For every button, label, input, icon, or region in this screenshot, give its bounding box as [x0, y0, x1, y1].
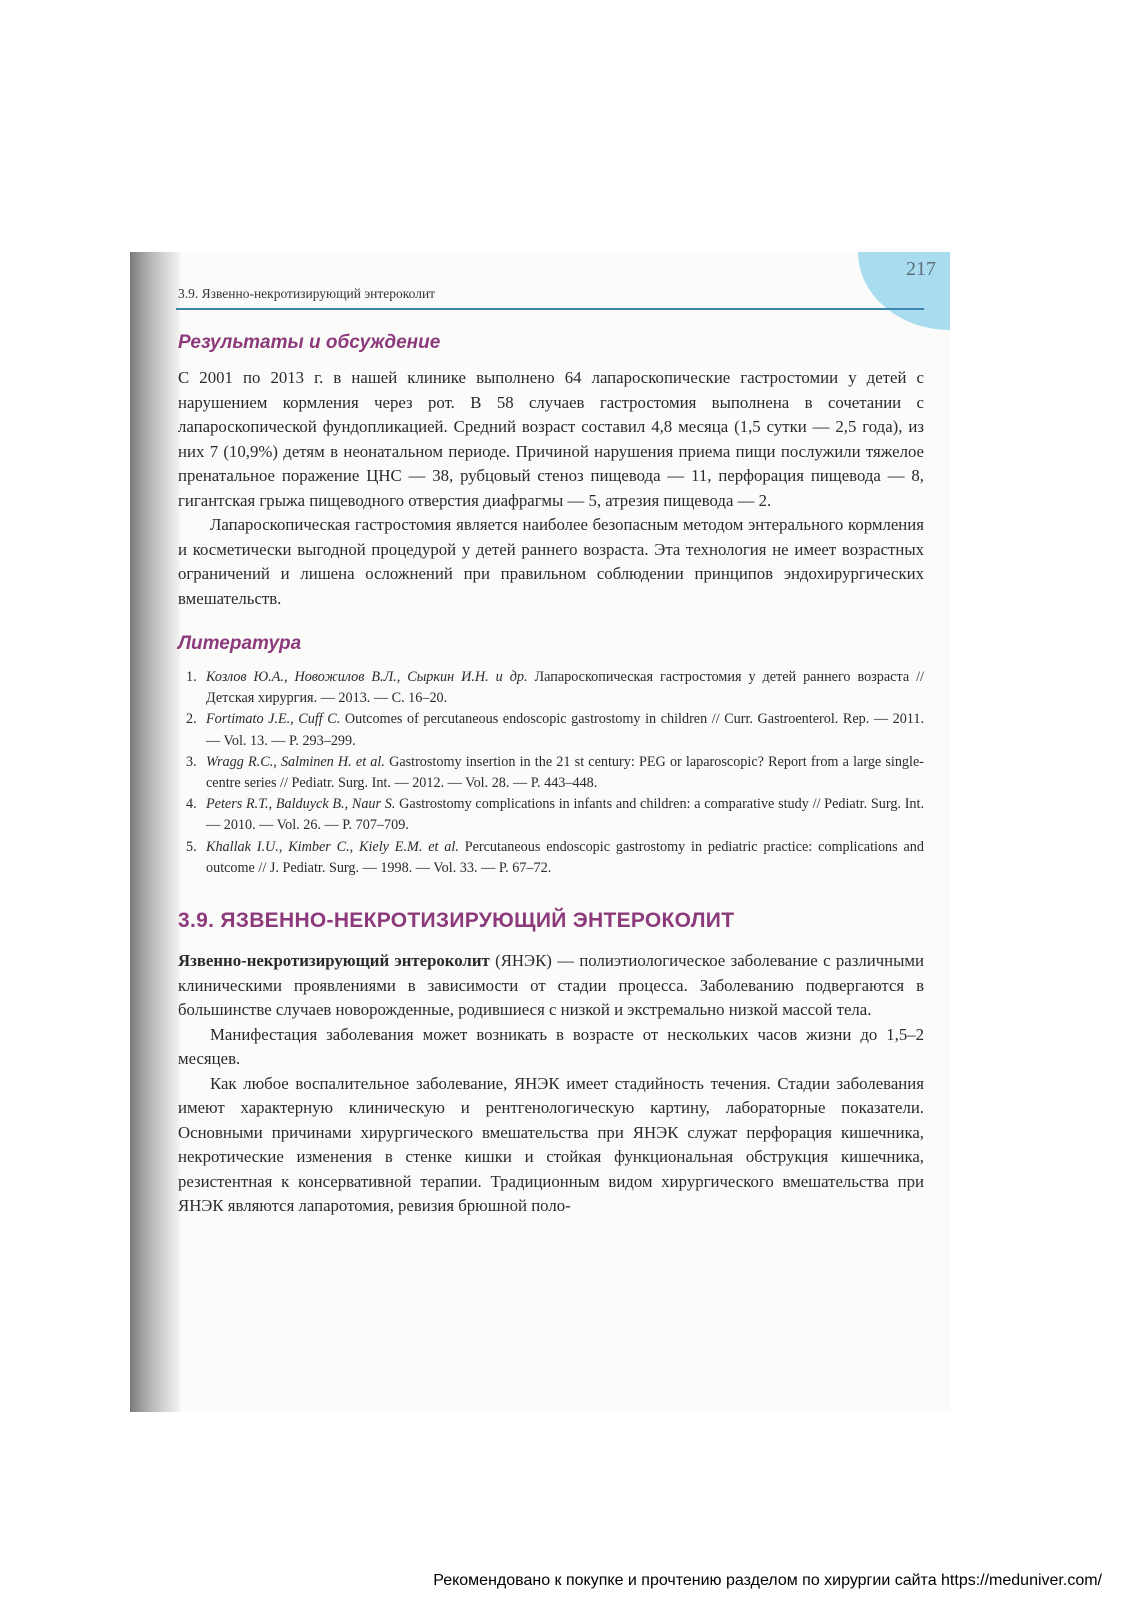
reference-text: Gastrostomy complications in infants and children: a comparative study // Pediatr. Surg. Int. — 2010. — Vol. 26. — P. 707–709. — [206, 796, 925, 834]
section-heading: 3.9. ЯЗВЕННО-НЕКРОТИЗИРУЮЩИЙ ЭНТЕРОКОЛИТ — [178, 909, 735, 933]
literature-heading: Литература — [178, 633, 302, 654]
page-corner-tab — [858, 252, 950, 330]
header-divider — [176, 308, 924, 310]
reference-text: Лапароскопическая гастростомия у детей раннего возраста // Детская хирургия. — 2013. — С. 16–20. — [206, 669, 924, 707]
results-heading: Результаты и обсуждение — [178, 332, 441, 353]
section-paragraph-3: Как любое воспалительное заболевание, ЯНЭК имеет стадийность течения. Стадии заболевания имеют характерную клиническую и рентгенологическую картину, лабораторные показатели. Основными причинами хирургического вмешательства при ЯНЭК служат перфорация кишечника, некротические изменения в стенке кишки и стойкая функциональная обструкция кишечника, резистентная к консервативной терапии. Традиционным видом хирургического вмешательства при ЯНЭК являются лапаротомия, ревизия брюшной поло- — [178, 1073, 924, 1216]
reference-number: 3. — [186, 753, 197, 770]
reference-item — [178, 752, 924, 794]
section-term: Язвенно-некротизирующий энтероколит — [178, 951, 490, 971]
running-head: 3.9. Язвенно-некротизирующий энтероколит — [178, 286, 436, 301]
results-paragraph-2: Лапароскопическая гастростомия является наиболее безопасным методом энтерального кормления и косметически выгодной процедурой у детей раннего возраста. Эта технология не имеет возрастных ограничений и лишена осложнений при правильном соблюдении принципов эндохирургических вмешательств. — [178, 515, 924, 608]
reference-item — [178, 709, 924, 751]
section-paragraph-1 — [178, 949, 924, 1023]
reference-item — [178, 794, 924, 836]
reference-authors: Козлов Ю.А., Новожилов В.Л., Сыркин И.Н. и др. — [206, 669, 528, 685]
section-paragraph-2: Манифестация заболевания может возникать в возрасте от нескольких часов жизни до 1,5–2 месяцев. — [178, 1024, 924, 1069]
section-paragraph-1-text: (ЯНЭК) — полиэтиологическое заболевание с различными клиническими проявлениями в зависимости от стадии процесса. Заболеванию подвергаются в большинстве случаев новорожденные, родившиеся с низкой и экстремально низкой массой тела. — [178, 951, 925, 1020]
book-page — [130, 252, 950, 1412]
reference-authors: Khallak I.U., Kimber C., Kiely E.M. et al. — [206, 838, 459, 855]
reference-text: Gastrostomy insertion in the 21 st century: PEG or laparoscopic? Report from a large single-centre series // Pediatr. Surg. Int. — 2012. — Vol. 28. — P. 443–448. — [206, 753, 924, 792]
reference-text: Percutaneous endoscopic gastrostomy in pediatric practice: complications and outcome // J. Pediatr. Surg. — 1998. — Vol. 33. — P. 67–72. — [206, 838, 924, 876]
page-number: 217 — [906, 258, 936, 280]
reference-authors: Fortimato J.E., Cuff C. — [206, 711, 341, 728]
reference-number: 4. — [186, 796, 197, 813]
reference-number: 1. — [186, 669, 197, 685]
reference-number: 5. — [186, 838, 197, 855]
footer-recommendation: Рекомендовано к покупке и прочтению разделом по хирургии сайта https://meduniver.com/ — [433, 1572, 1102, 1589]
page-content — [178, 332, 924, 1219]
reference-item — [178, 667, 924, 709]
reference-number: 2. — [186, 711, 197, 728]
reference-list — [178, 667, 924, 879]
reference-authors: Peters R.T., Balduyck B., Naur S. — [206, 796, 396, 813]
reference-text: Outcomes of percutaneous endoscopic gastrostomy in children // Curr. Gastroenterol. Rep. — 2011. — Vol. 13. — P. 293–299. — [206, 711, 924, 749]
page-spine-shadow — [130, 252, 180, 1412]
reference-authors: Wragg R.C., Salminen H. et al. — [206, 753, 385, 770]
reference-item — [178, 837, 924, 879]
results-paragraph-1: С 2001 по 2013 г. в нашей клинике выполнено 64 лапароскопические гастростомии у детей с нарушением кормления через рот. В 58 случаев гастростомия выполнена в сочетании с лапароскопической фундопликацией. Средний возраст составил 4,8 месяца (1,5 сутки — 2,5 года), из них 7 (10,9%) детям в неонатальном периоде. Причиной нарушения приема пищи послужили тяжелое пренатальное поражение ЦНС — 38, рубцовый стеноз пищевода — 11, перфорация пищевода — 8, гигантская грыжа пищеводного отверстия диафрагмы — 5, атрезия пищевода — 2. — [178, 368, 924, 510]
